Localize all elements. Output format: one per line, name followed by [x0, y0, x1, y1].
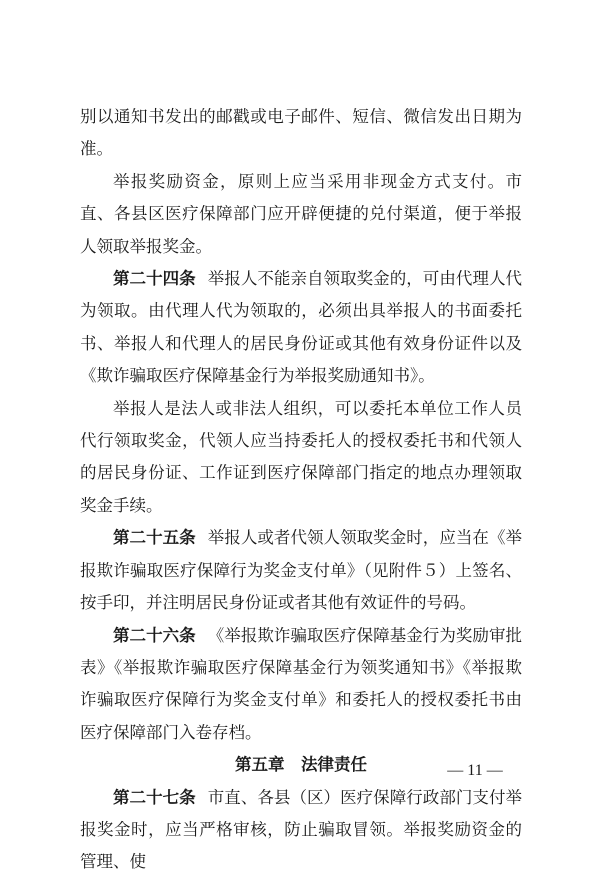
article-number: 第二十六条 [113, 625, 196, 645]
paragraph-text: 《举报欺诈骗取医疗保障基金行为奖励审批表》《举报欺诈骗取医疗保障基金行为领奖通知书》《举报欺诈骗取医疗保障行为奖金支付单》和委托人的授权委托书由医疗保障部门入卷存档。 [80, 625, 523, 742]
paragraph-text: 举报人是法人或非法人组织，可以委托本单位工作人员代行领取奖金，代领人应当持委托人的授权委托书和代领人的居民身份证、工作证到医疗保障部门指定的地点办理领取奖金手续。 [80, 398, 522, 515]
paragraph-1 [80, 101, 522, 166]
article-number: 第二十五条 [113, 528, 196, 548]
paragraph-article-26 [80, 620, 522, 750]
paragraph-article-25 [80, 522, 522, 619]
paragraph-text: 举报人不能亲自领取奖金的，可由代理人代为领取。由代理人代为领取的，必须出具举报人的书面委托书、举报人和代理人的居民身份证或其他有效身份证件以及《欺诈骗取医疗保障基金行为举报奖励通知书》。 [80, 269, 523, 386]
paragraph-4 [80, 393, 522, 523]
paragraph-text: 举报人或者代领人领取奖金时，应当在《举报欺诈骗取医疗保障行为奖金支付单》（见附件５）上签名、按手印，并注明居民身份证或者其他有效证件的号码。 [80, 528, 523, 613]
paragraph-text: 市直、各县（区）医疗保障行政部门支付举报奖金时，应当严格审核，防止骗取冒领。举报奖励资金的管理、使 [80, 787, 523, 872]
chapter-heading: 第五章 法律责任 [235, 755, 367, 775]
paragraph-text: 别以通知书发出的邮戳或电子邮件、短信、微信发出日期为准。 [80, 107, 522, 159]
paragraph-article-24 [80, 263, 522, 393]
paragraph-text: 举报奖励资金，原则上应当采用非现金方式支付。市直、各县区医疗保障部门应开辟便捷的兑付渠道，便于举报人领取举报奖金。 [80, 171, 522, 256]
article-number: 第二十七条 [113, 787, 196, 807]
paragraph-article-27 [80, 782, 522, 879]
paragraph-2 [80, 166, 522, 263]
article-number: 第二十四条 [113, 269, 196, 289]
page-number: — 11 — [447, 762, 503, 779]
